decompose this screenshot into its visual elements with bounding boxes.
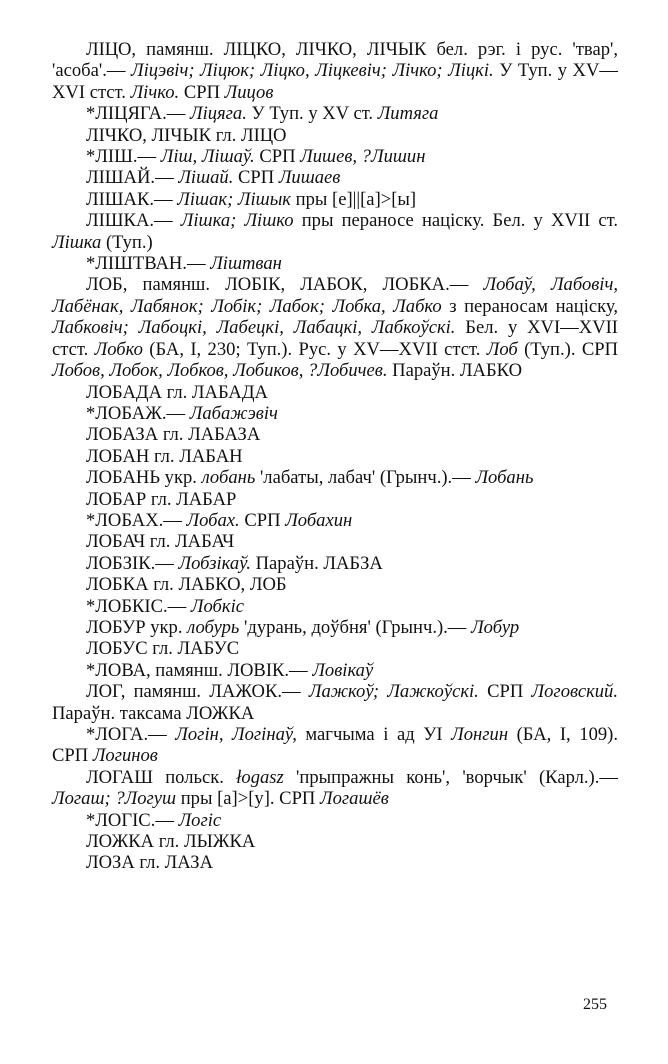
entry-italic-text: Лажкоў; Лажкоўскі. xyxy=(308,681,479,703)
entry-text: *ЛОВА, памянш. ЛОВІК.— xyxy=(86,659,313,681)
entry-text: ЛОБАЧ гл. ЛАБАЧ xyxy=(86,531,235,553)
entry-text: пры пераносе націску. Бел. у XVII ст. xyxy=(293,210,619,232)
entry-text: ЛОБАНЬ укр. xyxy=(86,467,202,489)
entry-text: У Туп. у XV ст. xyxy=(246,103,378,125)
entry-italic-text: Ліштван xyxy=(210,253,282,275)
dictionary-entry xyxy=(52,125,618,146)
entry-text: *ЛІЦЯГА.— xyxy=(86,103,190,125)
entry-text: 'дурань, доўбня' (Грынч.).— xyxy=(239,616,472,638)
entry-text: ЛІШАЙ.— xyxy=(86,167,179,189)
entry-text: ЛІЦО, памянш. ЛІЦКО, ЛІЧКО, ЛІЧЫК бел. рэг. і рус. 'твар', 'асоба'.— xyxy=(52,39,618,82)
dictionary-entry xyxy=(52,210,618,253)
dictionary-entry xyxy=(52,724,618,767)
entry-italic-text: Логинов xyxy=(92,745,158,767)
dictionary-entry xyxy=(52,638,618,659)
entry-italic-text: Литяга xyxy=(377,103,439,125)
entry-italic-text: Лобкіс xyxy=(190,595,245,617)
entry-italic-text: Лишаев xyxy=(278,167,341,189)
dictionary-entry xyxy=(52,382,618,403)
dictionary-entry xyxy=(52,489,618,510)
entry-italic-text: Лічко. xyxy=(130,81,180,103)
entry-text: пры [е]||[а]>[ы] xyxy=(291,188,417,210)
entry-italic-text: Лішак; Лішык xyxy=(177,188,291,210)
entry-italic-text: Лицов xyxy=(224,81,274,103)
entry-text: ЛОБУС гл. ЛАБУС xyxy=(86,638,240,660)
entry-text: ЛОБ, памянш. ЛОБІК, ЛАБОК, ЛОБКА.— xyxy=(86,274,484,296)
entry-text: Параўн. ЛАБЗА xyxy=(250,552,383,574)
dictionary-entry xyxy=(52,467,618,488)
entry-text: ЛІШАК.— xyxy=(86,188,178,210)
entry-italic-text: Лобур xyxy=(471,616,520,638)
entry-text: СРП xyxy=(233,167,279,189)
entry-text: (БА, I, 109). СРП xyxy=(52,724,619,767)
entry-italic-text: Лішка; Лішко xyxy=(180,210,294,232)
entry-italic-text: Лобах. xyxy=(186,509,240,531)
entry-italic-text: Ліш, Лішаў. xyxy=(160,146,255,168)
entry-italic-text: Логашёв xyxy=(320,788,389,810)
entry-italic-text: Ловікаў xyxy=(312,659,374,681)
entry-italic-text: Логовский. xyxy=(531,681,619,703)
dictionary-entry xyxy=(52,424,618,445)
dictionary-entry xyxy=(52,831,618,852)
entry-text: ЛОГ, памянш. ЛАЖОК.— xyxy=(86,681,309,703)
entry-text: ЛОБАР гл. ЛАБАР xyxy=(86,488,237,510)
entry-text: *ЛОБАХ.— xyxy=(86,509,187,531)
entry-italic-text: Лишев, ?Лишин xyxy=(300,146,426,168)
entry-italic-text: Лобаў, Лабовіч, Лабёнак, Лабянок; Лобік; Лабок; Лобка, Лабко xyxy=(52,274,618,317)
dictionary-entry xyxy=(52,274,618,381)
entry-italic-text: лобань xyxy=(201,467,256,489)
entry-text: СРП xyxy=(254,146,301,168)
entry-text: ЛОБЗІК.— xyxy=(86,552,179,574)
dictionary-entry xyxy=(52,660,618,681)
dictionary-entry xyxy=(52,574,618,595)
entry-text: СРП xyxy=(239,509,286,531)
entry-text: ЛОГАШ польск. xyxy=(86,766,237,788)
entry-italic-text: Ліцэвіч; Ліцюк; Ліцко, Ліцкевіч; Лічко; Ліцкі. xyxy=(130,60,494,82)
entry-italic-text: Лабажэвіч xyxy=(189,402,278,424)
entry-text: Бел. у XVI—XVII стст. xyxy=(52,317,619,360)
entry-text: *ЛІШ.— xyxy=(86,146,161,168)
dictionary-entry xyxy=(52,810,618,831)
dictionary-entry xyxy=(52,852,618,873)
dictionary-entry xyxy=(52,103,618,124)
entry-text: 'прыпражны конь', 'ворчык' (Карл.).— xyxy=(283,766,618,788)
entry-italic-text: Лабковіч; Лабоцкі, Лабецкі, Лабацкі, Лабкоўскі. xyxy=(52,317,456,339)
entry-italic-text: Лобань xyxy=(475,467,534,489)
entry-italic-text: Лішай. xyxy=(178,167,234,189)
entry-text: ЛОЖКА гл. ЛЫЖКА xyxy=(86,831,256,853)
entry-text: магчыма і ад УІ xyxy=(296,724,452,745)
dictionary-entry xyxy=(52,510,618,531)
entry-text: У Туп. у XV—XVI стст. xyxy=(52,60,618,103)
entry-text: Параўн. ЛАБКО xyxy=(387,360,523,382)
entry-text: ЛОБАЗА гл. ЛАБАЗА xyxy=(86,424,261,446)
dictionary-entry xyxy=(52,531,618,552)
dictionary-entry xyxy=(52,617,618,638)
entry-text: ЛОБУР укр. xyxy=(86,616,188,638)
dictionary-page xyxy=(52,39,618,874)
entry-text: *ЛІШТВАН.— xyxy=(86,253,211,275)
entry-italic-text: Логіс xyxy=(178,809,222,831)
page-number: 255 xyxy=(583,996,607,1013)
entry-text: ЛОБАН гл. ЛАБАН xyxy=(86,445,243,467)
entry-text: ЛОБАДА гл. ЛАБАДА xyxy=(86,381,268,403)
dictionary-entry xyxy=(52,253,618,274)
entry-text: *ЛОБКІС.— xyxy=(86,595,191,617)
dictionary-entry xyxy=(52,167,618,188)
entry-italic-text: Лобзікаў. xyxy=(178,552,251,574)
entry-italic-text: Лонгин xyxy=(451,724,509,745)
dictionary-entry xyxy=(52,767,618,810)
entry-text: *ЛОБАЖ.— xyxy=(86,402,190,424)
entry-italic-text: Лішка xyxy=(52,231,102,253)
entry-text: ЛОЗА гл. ЛАЗА xyxy=(86,852,214,874)
entry-italic-text: Лобко xyxy=(94,338,143,360)
entry-text: СРП xyxy=(179,81,225,103)
entry-text: *ЛОГІС.— xyxy=(86,809,179,831)
entry-italic-text: Логін, Логінаў, xyxy=(175,724,297,745)
entry-text: (Туп.). СРП xyxy=(517,338,618,360)
dictionary-entry xyxy=(52,189,618,210)
dictionary-entry xyxy=(52,39,618,103)
entry-text: ЛОБКА гл. ЛАБКО, ЛОБ xyxy=(86,574,287,596)
entry-italic-text: Лобахин xyxy=(285,509,353,531)
entry-text: Параўн. таксама ЛОЖКА xyxy=(52,702,255,724)
dictionary-entry xyxy=(52,446,618,467)
entry-text: ЛІШКА.— xyxy=(86,210,181,232)
entry-text: 'лабаты, лабач' (Грынч.).— xyxy=(255,467,476,489)
entry-text: (БА, I, 230; Туп.). Рус. у XV—XVII стст. xyxy=(142,338,487,360)
dictionary-entry xyxy=(52,403,618,424)
entry-italic-text: Ліцяга. xyxy=(189,103,247,125)
entry-text: *ЛОГА.— xyxy=(86,724,176,745)
entry-text: (Туп.) xyxy=(101,231,153,253)
dictionary-entry xyxy=(52,596,618,617)
entry-italic-text: лобурь xyxy=(187,616,240,638)
entry-italic-text: Лоб xyxy=(486,338,518,360)
entry-text: з пераносам націску, xyxy=(441,295,618,317)
dictionary-entry xyxy=(52,146,618,167)
entry-text: пры [а]>[у]. СРП xyxy=(176,788,321,810)
entry-italic-text: Логаш; ?Логуш xyxy=(52,788,177,810)
entry-text: СРП xyxy=(478,681,532,703)
dictionary-entry xyxy=(52,553,618,574)
entry-text: ЛІЧКО, ЛІЧЫК гл. ЛІЦО xyxy=(86,124,287,146)
dictionary-entry xyxy=(52,681,618,724)
entry-italic-text: łogasz xyxy=(236,766,284,788)
entry-italic-text: Лобов, Лобок, Лобков, Лобиков, ?Лобичев. xyxy=(52,360,388,382)
